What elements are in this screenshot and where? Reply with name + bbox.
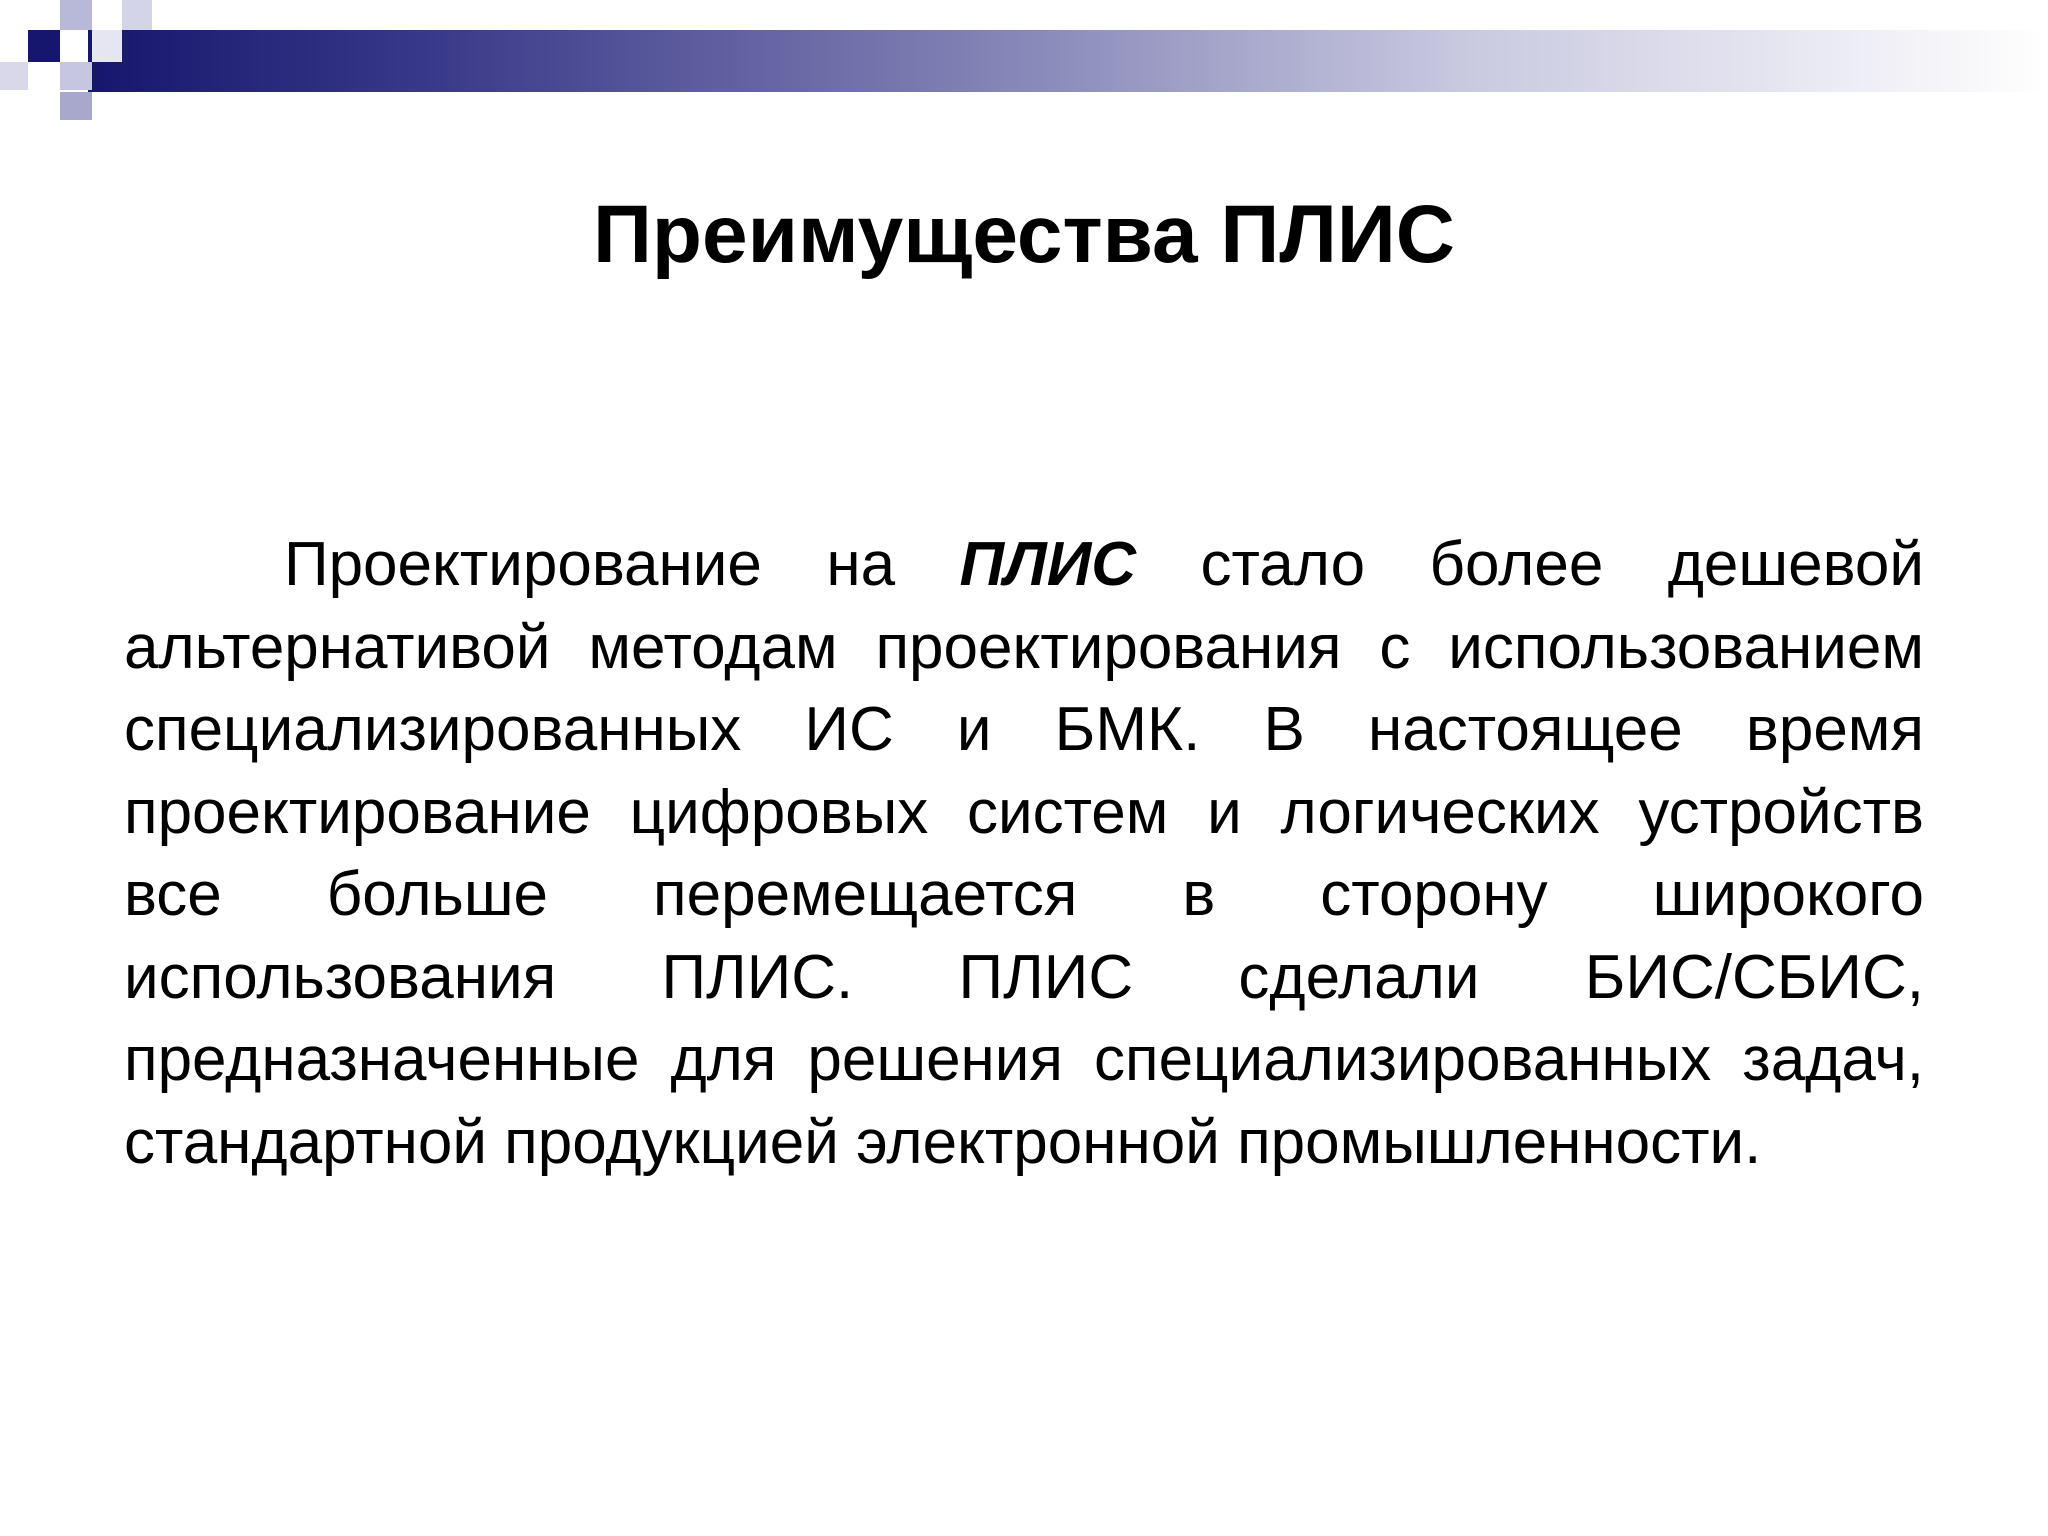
header-gradient-band <box>88 30 2048 92</box>
slide-body-paragraph <box>124 524 1924 1184</box>
decor-square-light <box>92 30 122 62</box>
decor-square-light <box>122 0 152 30</box>
slide-title: Преимущества ПЛИС <box>592 189 1456 280</box>
body-text-part1: Проектирование на <box>284 530 896 599</box>
body-text-part2: стало более дешевой альтернативой методам проектирования с использованием специализированных ИС и БМК. В настоящее время проектирование цифровых систем и логических устройств все больше перемещается в сторону широкого использования ПЛИС. ПЛИС сделали БИС/СБИС, предназначенные для решения специализированных задач, стандартной продукцией электронной промышленности. <box>124 530 1924 1177</box>
decor-square-dark <box>28 30 60 62</box>
decor-square-light <box>60 92 92 120</box>
decor-square-light <box>60 62 92 90</box>
body-emphasis-term: ПЛИС <box>959 530 1137 599</box>
decor-square-light <box>60 0 92 30</box>
decor-square-light <box>0 62 28 90</box>
